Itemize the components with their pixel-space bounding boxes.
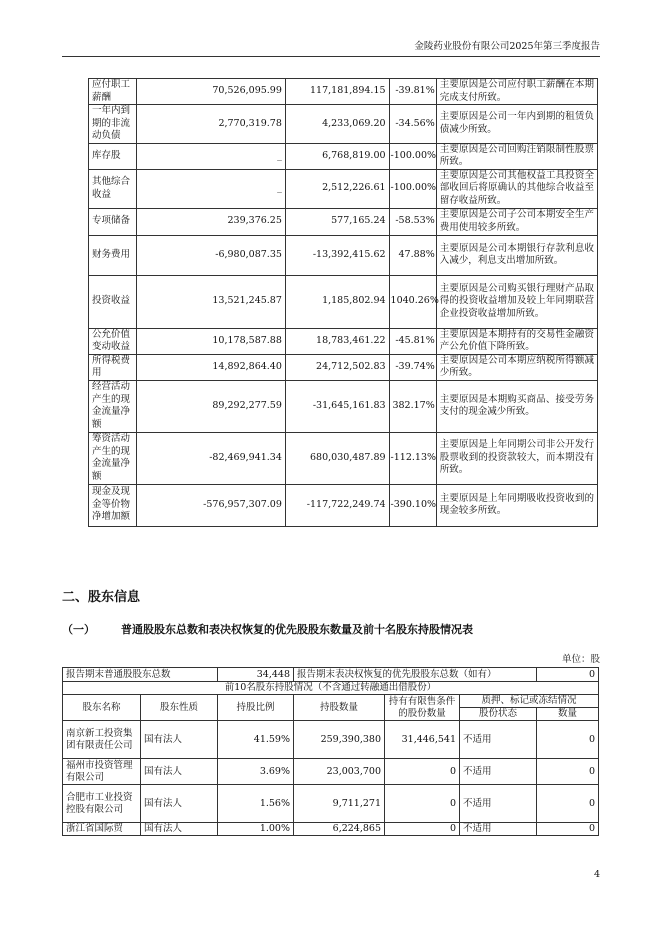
top10-caption: 前10名股东持股情况（不含通过转融通出借股份）	[63, 682, 599, 695]
table-row	[89, 275, 598, 328]
change-rate: -100.00%	[389, 143, 436, 169]
subsection-title	[62, 621, 473, 637]
change-reason: 主要原因是公司应付职工薪酬在本期完成支付所致。	[436, 79, 597, 105]
total-holders-label: 报告期末普通股股东总数	[63, 668, 218, 682]
preferred-holders-label: 报告期末表决权恢复的优先股股东总数（如有）	[294, 668, 537, 682]
previous-value: -13,392,415.62	[285, 235, 389, 275]
table-row	[89, 354, 598, 380]
holder-qty: 23,003,700	[294, 759, 385, 785]
total-holders-value: 34,448	[218, 668, 294, 682]
totals-row	[63, 668, 599, 682]
holder-ratio: 41.59%	[218, 721, 294, 759]
item-name: 筹资活动产生的现金流量净额	[89, 432, 137, 484]
change-rate: 1040.26%	[389, 275, 436, 328]
col-header-status: 股份状态	[460, 708, 537, 721]
holder-restricted: 0	[385, 785, 460, 823]
change-rate: -112.13%	[389, 432, 436, 484]
holder-nature: 国有法人	[141, 823, 218, 836]
holder-restricted: 0	[385, 759, 460, 785]
holder-nature: 国有法人	[141, 721, 218, 759]
change-rate: -390.10%	[389, 484, 436, 526]
change-reason: 主要原因是公司回购注销限制性股票所致。	[436, 143, 597, 169]
item-name: 投资收益	[89, 275, 137, 328]
holder-nature: 国有法人	[141, 785, 218, 823]
previous-value: 4,233,069.20	[285, 105, 389, 144]
previous-value: 18,783,461.22	[285, 328, 389, 354]
holder-status: 不适用	[460, 785, 537, 823]
current-value: 2,770,319.78	[137, 105, 286, 144]
current-value: 10,178,587.88	[137, 328, 286, 354]
holder-number: 0	[537, 785, 599, 823]
item-name: 公允价值变动收益	[89, 328, 137, 354]
change-rate: 47.88%	[389, 235, 436, 275]
change-rate: -34.56%	[389, 105, 436, 144]
col-header-pledge-group: 质押、标记或冻结情况	[460, 695, 599, 708]
current-value: 89,292,277.59	[137, 380, 286, 432]
holder-name: 南京新工投资集团有限责任公司	[63, 721, 141, 759]
table-row	[89, 143, 598, 169]
change-reason: 主要原因是上年同期公司非公开发行股票收到的投资款较大，而本期没有所致。	[436, 432, 597, 484]
preferred-holders-value: 0	[537, 668, 599, 682]
previous-value: -31,645,161.83	[285, 380, 389, 432]
current-value: 14,892,864.40	[137, 354, 286, 380]
previous-value: -117,722,249.74	[285, 484, 389, 526]
holder-number: 0	[537, 721, 599, 759]
table-row	[89, 432, 598, 484]
holder-ratio: 1.00%	[218, 823, 294, 836]
item-name: 应付职工薪酬	[89, 79, 137, 105]
report-header-title: 金陵药业股份有限公司2025年第三季度报告	[414, 41, 600, 52]
table-row	[89, 380, 598, 432]
change-reason: 主要原因是公司一年内到期的租赁负债减少所致。	[436, 105, 597, 144]
holder-ratio: 1.56%	[218, 785, 294, 823]
table-row	[89, 79, 598, 105]
previous-value: 577,165.24	[285, 208, 389, 235]
table-row	[63, 823, 599, 836]
change-reason: 主要原因是本期购买商品、接受劳务支付的现金减少所致。	[436, 380, 597, 432]
holder-status: 不适用	[460, 759, 537, 785]
change-reason: 主要原因是公司本期银行存款利息收入减少，利息支出增加所致。	[436, 235, 597, 275]
unit-label: 单位：股	[561, 654, 600, 665]
col-header-name: 股东名称	[63, 695, 141, 721]
change-rate: -45.81%	[389, 328, 436, 354]
item-name: 现金及现金等价物净增加额	[89, 484, 137, 526]
previous-value: 1,185,802.94	[285, 275, 389, 328]
caption-row	[63, 682, 599, 695]
change-reason: 主要原因是公司其他权益工具投资全部收回后将原确认的其他综合收益至留存收益所致。	[436, 169, 597, 208]
table-row	[89, 484, 598, 526]
table-row	[63, 721, 599, 759]
current-value: -6,980,087.35	[137, 235, 286, 275]
table-row	[89, 328, 598, 354]
subsection-text: 普通股股东总数和表决权恢复的优先股股东数量及前十名股东持股情况表	[121, 623, 473, 636]
item-name: 其他综合收益	[89, 169, 137, 208]
item-name: 财务费用	[89, 235, 137, 275]
holder-qty: 259,390,380	[294, 721, 385, 759]
table-row	[89, 235, 598, 275]
col-header-ratio: 持股比例	[218, 695, 294, 721]
item-name: 库存股	[89, 143, 137, 169]
holder-nature: 国有法人	[141, 759, 218, 785]
previous-value: 117,181,894.15	[285, 79, 389, 105]
holder-number: 0	[537, 823, 599, 836]
item-name: 一年内到期的非流动负债	[89, 105, 137, 144]
holder-status: 不适用	[460, 721, 537, 759]
current-value: _	[137, 169, 286, 208]
shareholders-table	[62, 667, 599, 836]
holder-name: 福州市投资管理有限公司	[63, 759, 141, 785]
change-reason: 主要原因是公司购买银行理财产品取得的投资收益增加及较上年同期联营企业投资收益增加所致。	[436, 275, 597, 328]
table-row	[63, 785, 599, 823]
change-rate: -39.81%	[389, 79, 436, 105]
subsection-number: （一）	[62, 623, 95, 636]
current-value: 13,521,245.87	[137, 275, 286, 328]
col-header-restricted: 持有有限售条件的股份数量	[385, 695, 460, 721]
change-rate: -100.00%	[389, 169, 436, 208]
holder-qty: 6,224,865	[294, 823, 385, 836]
change-reason: 主要原因是本期持有的交易性金融资产公允价值下降所致。	[436, 328, 597, 354]
item-name: 专项储备	[89, 208, 137, 235]
item-name: 所得税费用	[89, 354, 137, 380]
page-number: 4	[593, 869, 600, 880]
change-rate: -58.53%	[389, 208, 436, 235]
change-rate: 382.17%	[389, 380, 436, 432]
previous-value: 2,512,226.61	[285, 169, 389, 208]
holder-status: 不适用	[460, 823, 537, 836]
current-value: -82,469,941.34	[137, 432, 286, 484]
current-value: _	[137, 143, 286, 169]
item-name: 经营活动产生的现金流量净额	[89, 380, 137, 432]
holder-ratio: 3.69%	[218, 759, 294, 785]
holder-name: 浙江省国际贸	[63, 823, 141, 836]
previous-value: 6,768,819.00	[285, 143, 389, 169]
previous-value: 680,030,487.89	[285, 432, 389, 484]
current-value: 70,526,095.99	[137, 79, 286, 105]
change-analysis-table	[88, 78, 598, 527]
holder-number: 0	[537, 759, 599, 785]
holder-name: 合肥市工业投资控股有限公司	[63, 785, 141, 823]
holder-restricted: 31,446,541	[385, 721, 460, 759]
change-reason: 主要原因是上年同期吸收投资收到的现金较多所致。	[436, 484, 597, 526]
current-value: -576,957,307.09	[137, 484, 286, 526]
table-row	[89, 105, 598, 144]
current-value: 239,376.25	[137, 208, 286, 235]
change-rate: -39.74%	[389, 354, 436, 380]
holder-restricted: 0	[385, 823, 460, 836]
header-divider	[62, 56, 600, 57]
holder-qty: 9,711,271	[294, 785, 385, 823]
section-title-shareholders: 二、股东信息	[62, 590, 141, 605]
col-header-nature: 股东性质	[141, 695, 218, 721]
change-reason: 主要原因是公司子公司本期安全生产费用使用较多所致。	[436, 208, 597, 235]
col-header-number: 数量	[537, 708, 599, 721]
table-row	[89, 169, 598, 208]
table-row	[63, 759, 599, 785]
table-row	[89, 208, 598, 235]
col-header-qty: 持股数量	[294, 695, 385, 721]
previous-value: 24,712,502.83	[285, 354, 389, 380]
change-reason: 主要原因是公司本期应纳税所得额减少所致。	[436, 354, 597, 380]
header-row	[63, 695, 599, 708]
